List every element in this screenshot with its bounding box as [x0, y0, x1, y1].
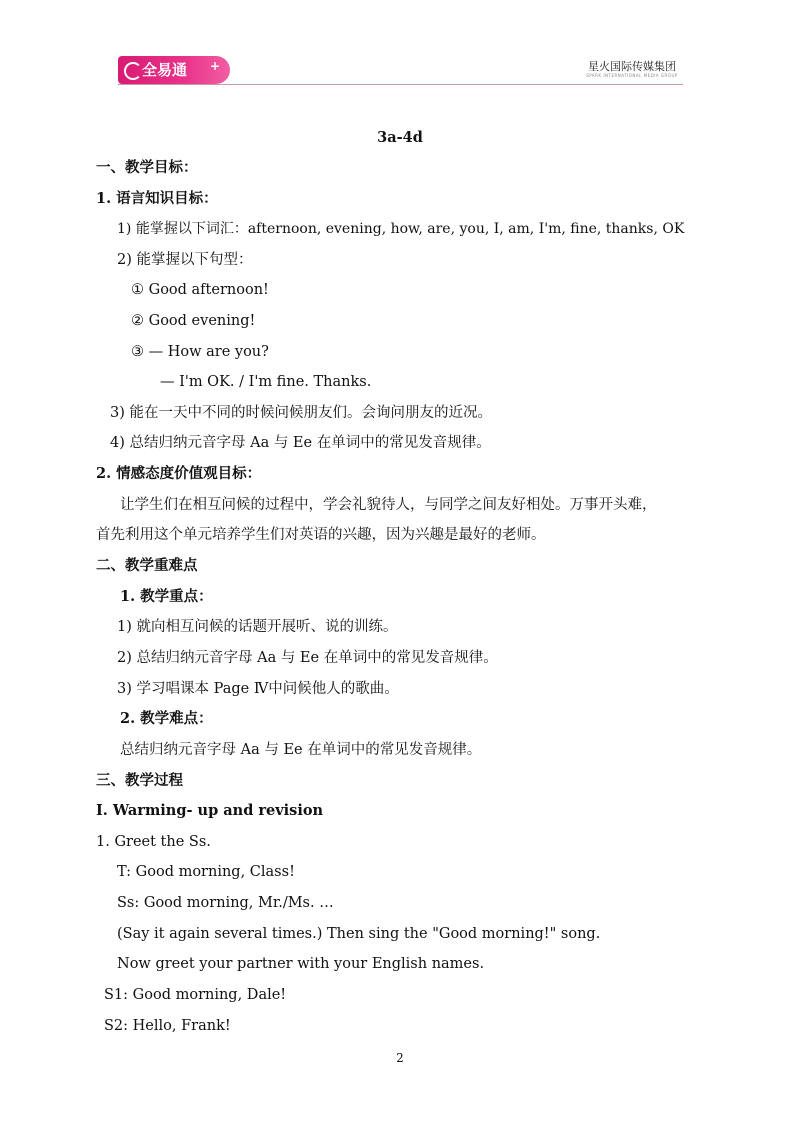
logo-swirl-icon — [124, 62, 142, 80]
list-item: 1) 能掌握以下词汇：afternoon, evening, how, are, you, I, am, I'm, fine, thanks, OK — [117, 221, 685, 237]
subsection-heading-difficulty: 2. 教学难点： — [120, 710, 213, 727]
document-title: 3a-4d — [377, 129, 423, 146]
sentence-pattern: ② Good evening! — [131, 313, 256, 329]
sentence-pattern: — I'm OK. / I'm fine. Thanks. — [160, 374, 372, 390]
subsection-heading-attitude: 2. 情感态度价值观目标： — [96, 465, 262, 482]
sentence-pattern: ① Good afternoon! — [131, 282, 269, 298]
list-item: 1) 就向相互问候的话题开展听、说的训练。 — [117, 619, 398, 635]
dialogue-line: Ss: Good morning, Mr./Ms. … — [117, 895, 334, 911]
list-item: 4) 总结归纳元音字母 Aa 与 Ee 在单词中的常见发音规律。 — [110, 435, 491, 451]
header-divider — [118, 84, 683, 85]
logo-text: 全易通 — [142, 61, 188, 79]
publisher-brand — [582, 60, 682, 79]
list-item: 3) 能在一天中不同的时候问候朋友们。会询问朋友的近况。 — [110, 405, 492, 421]
publisher-subtitle: SPARK INTERNATIONAL MEDIA GROUP — [586, 73, 678, 78]
paragraph-line: 总结归纳元音字母 Aa 与 Ee 在单词中的常见发音规律。 — [120, 742, 482, 758]
publisher-name: 星火国际传媒集团 — [588, 60, 676, 73]
list-item: 2) 总结归纳元音字母 Aa 与 Ee 在单词中的常见发音规律。 — [117, 650, 498, 666]
dialogue-line: (Say it again several times.) Then sing the "Good morning!" song. — [117, 926, 601, 942]
dialogue-line: S1: Good morning, Dale! — [104, 987, 287, 1003]
section-heading-key-points: 二、教学重难点 — [96, 557, 198, 574]
subsection-heading-language: 1. 语言知识目标： — [96, 190, 218, 207]
paragraph-line: 让学生们在相互问候的过程中，学会礼貌待人，与同学之间友好相处。万事开头难， — [120, 497, 657, 513]
list-item: 3) 学习唱课本 Page Ⅳ中问候他人的歌曲。 — [117, 681, 399, 697]
logo-plus: + — [209, 59, 220, 73]
paragraph-line: 首先利用这个单元培养学生们对英语的兴趣，因为兴趣是最好的老师。 — [96, 527, 546, 543]
page-number: 2 — [396, 1051, 404, 1065]
subsection-heading-focus: 1. 教学重点： — [120, 588, 213, 605]
list-item: 2) 能掌握以下句型： — [117, 252, 253, 268]
dialogue-line: S2: Hello, Frank! — [104, 1018, 231, 1034]
section-heading-objectives: 一、教学目标： — [96, 159, 198, 176]
sentence-pattern: ③ — How are you? — [131, 344, 269, 360]
page-header — [0, 0, 800, 90]
dialogue-line: T: Good morning, Class! — [117, 864, 295, 880]
section-heading-process: 三、教学过程 — [96, 772, 183, 789]
step-item: 1. Greet the Ss. — [96, 834, 211, 850]
step-heading-warming-up: Ⅰ. Warming- up and revision — [96, 802, 324, 819]
dialogue-line: Now greet your partner with your English names. — [117, 956, 485, 972]
brand-logo — [118, 56, 230, 84]
